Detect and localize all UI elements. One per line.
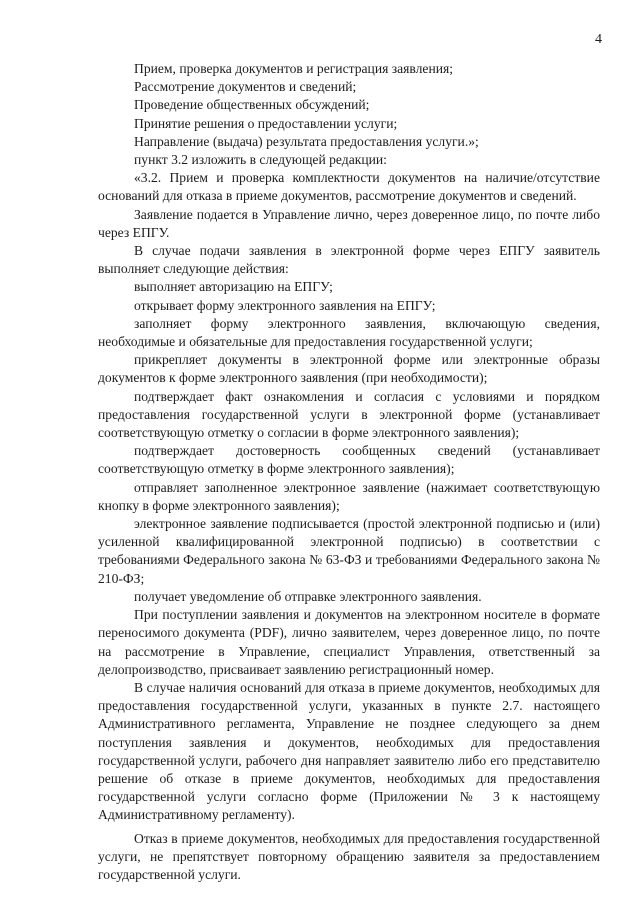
paragraph-15: подтверждает достоверность сообщенных сведений (устанавливает соответствующую отметку в форме электронного заявления); <box>98 443 600 477</box>
paragraph-6: пункт 3.2 изложить в следующей редакции: <box>134 152 387 168</box>
paragraph-17: электронное заявление подписывается (простой электронной подписью и (или) усиленной квалифицированной электронной подписью) в соответствии с требованиями Федерального закона № 63-ФЗ и требованиями Федерального закона № 210-ФЗ; <box>98 516 600 586</box>
paragraph-8: Заявление подается в Управление лично, через доверенное лицо, по почте либо через ЕПГУ. <box>98 206 600 240</box>
paragraph-16: отправляет заполненное электронное заявление (нажимает соответствующую кнопку в форме электронного заявления); <box>98 479 600 513</box>
paragraph-5: Направление (выдача) результата предоставления услуги.»; <box>134 133 479 149</box>
paragraph-9: В случае подачи заявления в электронной форме через ЕПГУ заявитель выполняет следующие действия: <box>98 243 600 277</box>
paragraph-20: В случае наличия оснований для отказа в приеме документов, необходимых для предоставления государственной услуги, указанных в пункте 2.7. настоящего Административного регламента, Управление не позднее следующего за днем поступления заявления и документов, необходимых для предоставления государственной услуги, рабочего дня направляет заявителю либо его представителю решение об отказе в приеме документов, необходимых для предоставления государственной услуги согласно форме (Приложении № 3 к настоящему Административному регламенту). <box>98 679 600 823</box>
paragraph-14: подтверждает факт ознакомления и согласия с условиями и порядком предоставления государственной услуги в электронной форме (устанавливает соответствующую отметку о согласии в форме электронного заявления); <box>98 388 600 441</box>
paragraph-18: получает уведомление об отправке электронного заявления. <box>134 588 482 604</box>
paragraph-1: Прием, проверка документов и регистрация заявления; <box>134 61 454 76</box>
paragraph-3: Проведение общественных обсуждений; <box>134 97 370 113</box>
paragraph-11: открывает форму электронного заявления на ЕПГУ; <box>134 297 436 313</box>
paragraph-12: заполняет форму электронного заявления, включающую сведения, необходимые и обязательные для предоставления государственной услуги; <box>98 315 600 350</box>
page-number: 4 <box>595 32 602 47</box>
paragraph-2: Рассмотрение документов и сведений; <box>134 79 357 95</box>
paragraph-21: Отказ в приеме документов, необходимых для предоставления государственной услуги, не препятствует повторному обращению заявителя за предоставлением государственной услуги. <box>98 830 600 882</box>
paragraph-13: прикрепляет документы в электронной форме или электронные образы документов к форме электронного заявления (при необходимости); <box>98 352 600 386</box>
paragraph-19: При поступлении заявления и документов на электронном носителе в формате переносимого документа (PDF), лично заявителем, через доверенное лицо, по почте на рассмотрение в Управление, специалист Управления, ответственный за делопроизводство, присваивает заявлению регистрационный номер. <box>98 607 600 677</box>
paragraph-7: «3.2. Прием и проверка комплектности документов на наличие/отсутствие оснований для отказа в приеме документов, рассмотрение документов и сведений. <box>98 170 600 204</box>
paragraph-4: Принятие решения о предоставлении услуги; <box>134 115 398 131</box>
document-body <box>98 60 600 884</box>
paragraph-10: выполняет авторизацию на ЕПГУ; <box>134 279 333 295</box>
